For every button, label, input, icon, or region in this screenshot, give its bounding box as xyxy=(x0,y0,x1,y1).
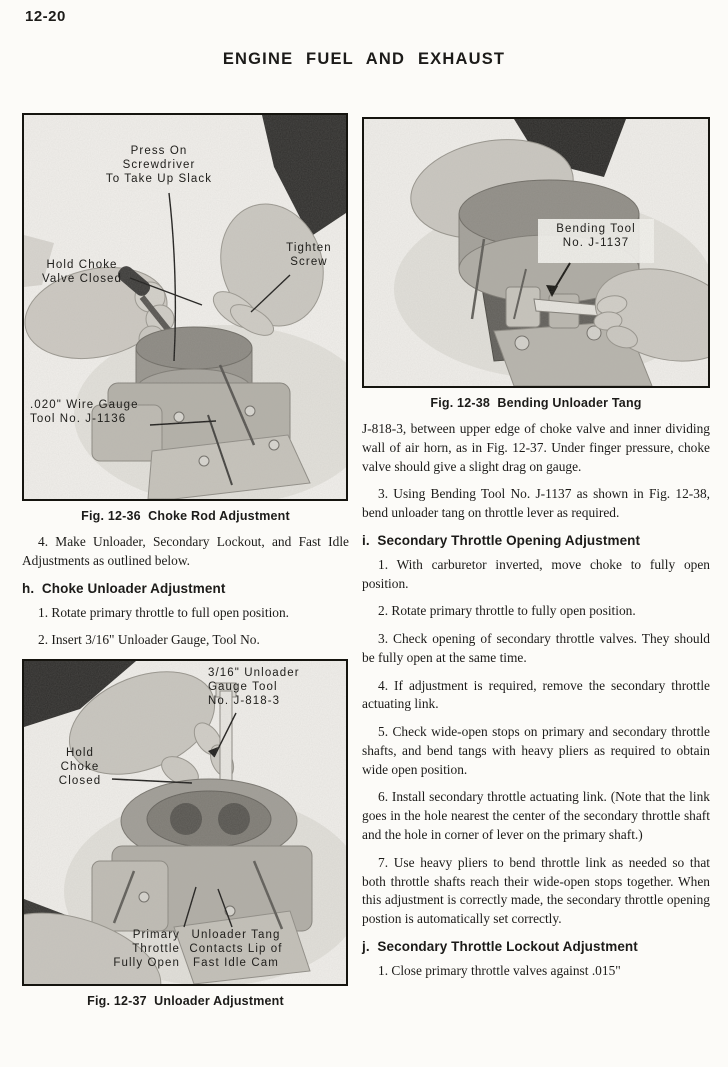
paragraph-step-i4: 4. If adjustment is required, remove the secondary throttle actuating link. xyxy=(362,677,710,712)
annotation-line: .020" Wire Gauge xyxy=(30,399,139,411)
figure-12-37-photo xyxy=(22,659,348,986)
right-column xyxy=(362,113,710,990)
fig37-annotation-unloader-gauge xyxy=(208,667,320,708)
section-heading-i: i. Secondary Throttle Opening Adjustment xyxy=(362,532,641,548)
page-number: 12-20 xyxy=(25,8,66,25)
left-column xyxy=(22,113,349,1018)
figure-12-36-caption: Fig. 12-36 Choke Rod Adjustment xyxy=(81,509,290,523)
annotation-line: Screwdriver xyxy=(122,158,196,171)
figure-12-38-photo xyxy=(362,117,710,388)
annotation-line: Fully Open xyxy=(113,956,180,969)
paragraph-step-h1: 1. Rotate primary throttle to full open position. xyxy=(38,604,290,620)
annotation-line: No. J-818-3 xyxy=(208,694,281,707)
section-heading-j: j. Secondary Throttle Lockout Adjustment xyxy=(362,938,638,954)
halftone-grain xyxy=(24,661,346,984)
figure-12-38 xyxy=(362,117,710,410)
paragraph-step-i6: 6. Install secondary throttle actuating link. (Note that the link goes in the hole nearest the center of the secondary throttle shaft and the hole in corner of lever on the primary shaft.) xyxy=(362,789,710,843)
figure-12-36-photo xyxy=(22,113,348,501)
fig38-annotation-bending-tool xyxy=(542,223,650,251)
paragraph-step-i1: 1. With carburetor inverted, move choke to fully open position. xyxy=(362,556,710,591)
annotation-line: Valve Closed xyxy=(41,272,123,285)
figure-12-37-caption: Fig. 12-37 Unloader Adjustment xyxy=(87,994,284,1009)
annotation-line: Hold Choke xyxy=(46,259,118,271)
annotation-line: Primary xyxy=(132,929,180,942)
annotation-line: Choke xyxy=(60,760,100,773)
fig37-annotation-hold-choke xyxy=(50,747,110,788)
annotation-line: Tool No. J-1136 xyxy=(30,412,127,425)
fig36-annotation-hold-choke xyxy=(34,259,130,287)
annotation-line: To Take Up Slack xyxy=(105,172,213,185)
fig38-illustration xyxy=(364,119,708,386)
annotation-line: Fast Idle Cam xyxy=(193,956,279,969)
fig37-illustration xyxy=(24,661,346,984)
halftone-grain xyxy=(364,119,708,386)
fig36-annotation-wire-gauge-tool xyxy=(30,399,158,427)
annotation-line: 3/16" Unloader xyxy=(208,667,300,680)
annotation-line: Hold xyxy=(65,747,95,760)
section-heading-h: h. Choke Unloader Adjustment xyxy=(22,580,226,596)
annotation-line: Unloader Tang xyxy=(191,929,281,942)
fig36-annotation-tighten-screw xyxy=(276,242,342,270)
paragraph-continuation: J-818-3, between upper edge of choke valve and inner dividing wall of air horn, as in Fig. 12-37. Under finger pressure, choke valve should give a slight drag on gauge. xyxy=(362,421,710,474)
paragraph-step-h2: 2. Insert 3/16" Unloader Gauge, Tool No. xyxy=(38,632,260,648)
figure-12-36 xyxy=(22,113,349,523)
page-title: ENGINE FUEL AND EXHAUST xyxy=(222,50,506,68)
annotation-line: Gauge Tool xyxy=(208,680,278,693)
paragraph-step-i2: 2. Rotate primary throttle to fully open position. xyxy=(378,603,636,619)
paragraph-step-3: 3. Using Bending Tool No. J-1137 as shown in Fig. 12-38, bend unloader tang on throttle lever as required. xyxy=(362,486,710,521)
paragraph-step-4: 4. Make Unloader, Secondary Lockout, and Fast Idle Adjustments as outlined below. xyxy=(22,534,349,568)
paragraph-step-i7: 7. Use heavy pliers to bend throttle link as needed so that both throttle shafts reach their wide-open stops together. When this adjustment is correctly made, the secondary throttle opening postion is automatically set correctly. xyxy=(362,854,710,927)
paragraph-step-i3: 3. Check opening of secondary throttle valves. They should be fully open at the same time. xyxy=(362,631,710,665)
paragraph-step-j1: 1. Close primary throttle valves against .015" xyxy=(378,962,621,978)
annotation-line: Press On xyxy=(130,145,188,157)
figure-12-38-caption: Fig. 12-38 Bending Unloader Tang xyxy=(430,396,642,410)
figure-12-37 xyxy=(22,659,349,1008)
fig37-annotation-primary-throttle xyxy=(98,929,180,970)
fig36-annotation-press-on-screwdriver xyxy=(64,145,254,186)
annotation-line: Tighten xyxy=(286,242,332,254)
annotation-line: Closed xyxy=(58,774,102,787)
paragraph-step-i5: 5. Check wide-open stops on primary and secondary throttle shafts, and bend tangs with heavy pliers as required to obtain wide open position. xyxy=(362,724,710,777)
annotation-line: Contacts Lip of xyxy=(189,942,283,955)
annotation-line: Bending Tool xyxy=(556,223,636,235)
annotation-line: No. J-1137 xyxy=(562,236,630,249)
annotation-line: Screw xyxy=(290,255,328,268)
fig37-annotation-unloader-tang xyxy=(186,929,286,970)
annotation-line: Throttle xyxy=(132,942,180,955)
